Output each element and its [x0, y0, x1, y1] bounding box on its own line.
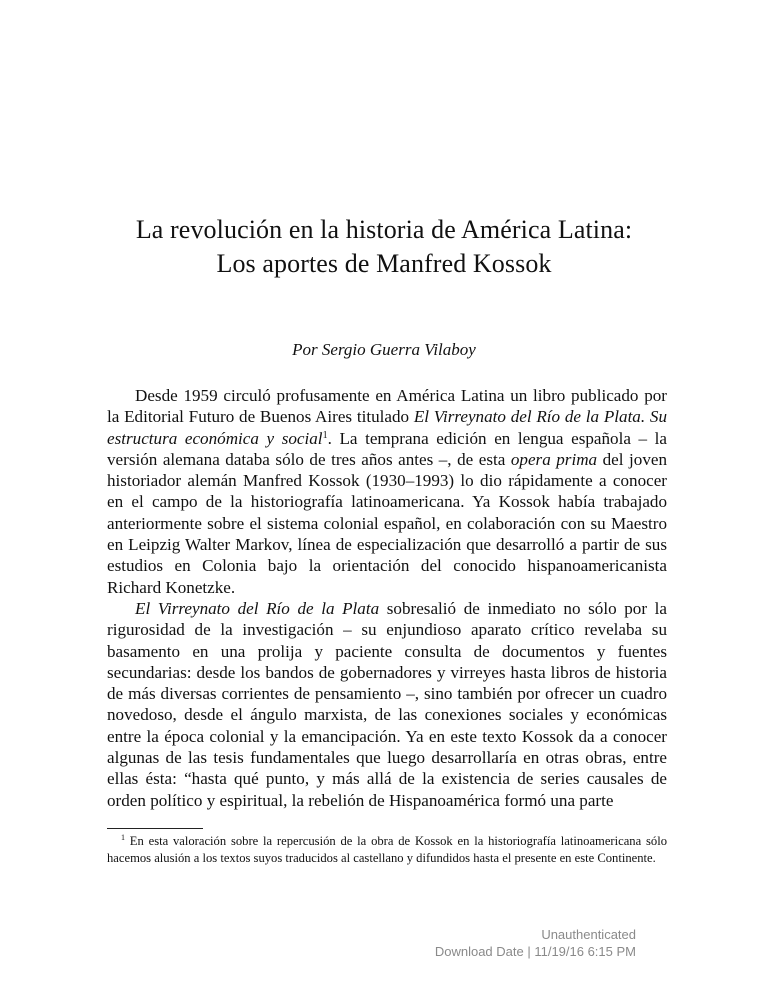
- footnote-text: En esta valoración sobre la repercusión de la obra de Kossok en la historiografía latinoamericana sólo hacemos alusión a los textos suyos traducidos al castellano y difundidos hasta el presente en este Continente.: [107, 834, 667, 865]
- paragraph-1-text-a: Desde 1959 circuló profusamente en América Latina un libro publicado por la Editorial Futuro de Buenos Aires titulado: [107, 386, 667, 427]
- title-line-1: La revolución en la historia de América Latina:: [135, 215, 633, 244]
- opera-prima-italic: opera prima: [510, 449, 598, 469]
- paragraph-1-text-c: . La temprana edición en lengua española – la versión alemana databa sólo de tres años antes –, de esta: [107, 428, 668, 469]
- title-line-2: Los aportes de Manfred Kossok: [216, 249, 552, 278]
- paragraph-1-text-e: del joven historiador alemán Manfred Kossok (1930–1993) lo dio rápidamente a conocer en el campo de la historiografía latinoamericana. Ya Kossok había trabajado anteriormente sobre el sistema colonial español, en colaboración con su Maestro en Leipzig Walter Markov, línea de especialización que desarrolló a partir de sus estudios en Colonia bajo la orientación del conocido hispanoamericanista Richard Konetzke.: [107, 449, 668, 597]
- book-title-italic: El Virreynato del Río de la Plata. Su estructura económica y social: [107, 407, 667, 448]
- footnote-divider: [107, 828, 203, 829]
- paragraph-2-text-b: sobresalió de inmediato no sólo por la rigurosidad de la investigación – su enjundioso aparato crítico revelaba su basamento en una prolija y paciente consulta de documentos y fuentes secundarias: desde los bandos de gobernadores y virreyes hasta libros de historia de más diversas corrientes de pensamiento –, sino también por ofrecer un cuadro novedoso, desde el ángulo marxista, de las conexiones sociales y económicas entre la época colonial y la emancipación. Ya en este texto Kossok da a conocer algunas de las tesis fundamentales que luego desarrollaría en otras obras, entre ellas ésta: “hasta qué punto, y más allá de la existencia de series causales de orden político y espiritual, la rebelión de Hispanoamérica formó una parte: [107, 598, 667, 810]
- footnote: [107, 833, 667, 866]
- download-watermark: [435, 926, 636, 960]
- footnote-paragraph: [107, 833, 667, 866]
- watermark-line-1: Unauthenticated: [541, 927, 636, 942]
- footnote-marker: 1: [121, 833, 125, 842]
- paragraph-1: [107, 385, 667, 598]
- paragraph-2: [107, 598, 667, 811]
- book-title-italic-2: El Virreynato del Río de la Plata: [135, 598, 380, 618]
- author-byline: Por Sergio Guerra Vilaboy: [292, 340, 476, 359]
- watermark-line-2: Download Date | 11/19/16 6:15 PM: [434, 944, 636, 959]
- body-text: [107, 385, 667, 811]
- footnote-ref: 1: [322, 429, 328, 441]
- article-title: [60, 213, 708, 281]
